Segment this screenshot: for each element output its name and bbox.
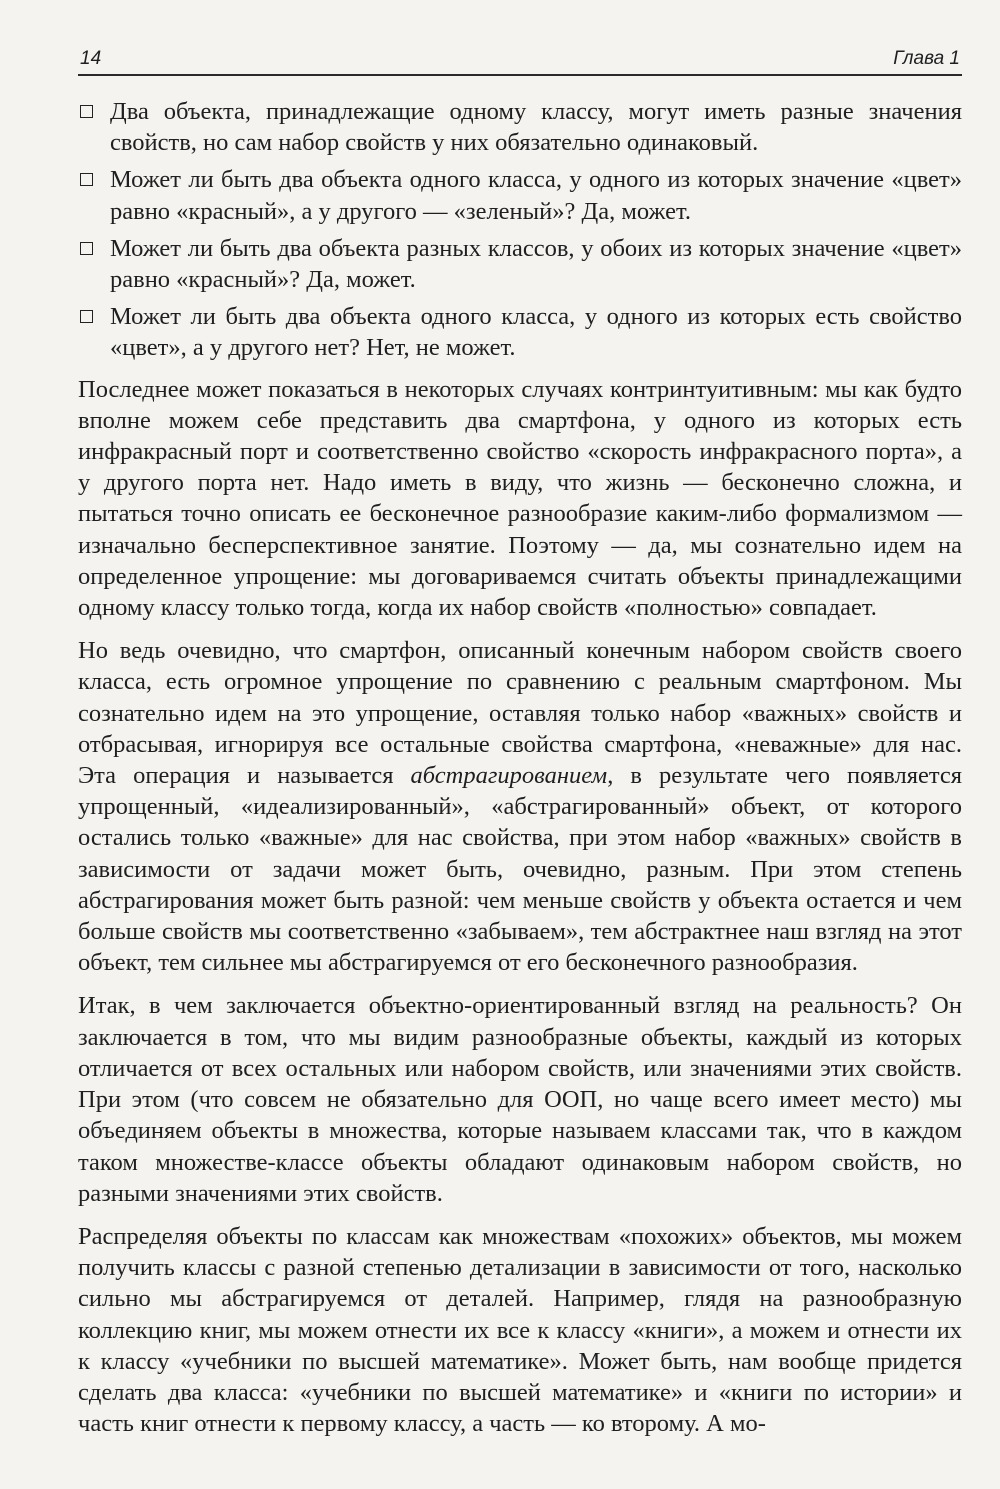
- list-item: [78, 233, 962, 295]
- list-item-text: Может ли быть два объекта разных классов, у обоих из которых значение «цвет» равно «красный»? Да, может.: [110, 234, 962, 294]
- chapter-label: Глава 1: [893, 48, 960, 69]
- list-item: [78, 164, 962, 226]
- list-item-text: Может ли быть два объекта одного класса, у одного из которых есть свойство «цвет», а у другого нет? Нет, не может.: [110, 303, 962, 362]
- paragraph-abstraction: [78, 635, 962, 978]
- running-header: [78, 46, 962, 76]
- paragraph-text: Но ведь очевидно, что смартфон, описанный конечным набором свойств своего класса, есть огромное упрощение по сравнению с реальным смартфоном. Мы сознательно идем на это упрощение, оставляя только набор «важных» свойств и отбрасывая, игнорируя все остальные свойства смартфона, «неважные» для нас. Эта операция и называется: [78, 637, 962, 790]
- checkbox-bullet-icon: [80, 310, 93, 323]
- paragraph-classification: Распределяя объекты по классам как множествам «похожих» объектов, мы можем получить классы с разной степенью детализации в зависимости от того, насколько сильно мы абстрагируемся от деталей. Например, глядя на разнообразную коллекцию книг, мы можем отнести их все к классу «книги», а можем и отнести их к классу «учебники по высшей математике». Может быть, нам вообще придется сделать два класса: «учебники по высшей математике» и «книги по истории» и часть книг отнести к первому классу, а часть — ко второму. А мо-: [78, 1222, 962, 1438]
- list-item-text: Может ли быть два объекта одного класса, у одного из которых значение «цвет» равно «красный», а у другого — «зеленый»? Да, может.: [110, 166, 962, 225]
- list-item: [78, 96, 962, 158]
- page-body: [78, 96, 962, 1451]
- checkbox-bullet-icon: [80, 173, 93, 186]
- emphasized-term: абстрагированием: [410, 762, 608, 790]
- bullet-list: [78, 96, 962, 364]
- checkbox-bullet-icon: [80, 105, 93, 118]
- list-item: [78, 301, 962, 363]
- paragraph-oop-view: Итак, в чем заключается объектно-ориентированный взгляд на реальность? Он заключается в том, что мы видим разнообразные объекты, каждый из которых отличается от всех остальных или набором свойств, или значениями этих свойств. При этом (что совсем не обязательно для ООП, но чаще всего имеет место) мы объединяем объекты в множества, которые называем классами так, что в каждом таком множестве-классе объекты обладают одинаковым набором свойств, но разными значениями этих свойств.: [78, 992, 962, 1207]
- paragraph-text: , в результате чего появляется упрощенный, «идеализированный», «абстрагированный» объект, от которого остались только «важные» для нас свойства, при этом набор «важных» свойств в зависимости от задачи может быть, очевидно, разным. При этом степень абстрагирования может быть разной: чем меньше свойств у объекта остается и чем больше свойств мы соответственно «забываем», тем абстрактнее наш взгляд на этот объект, тем сильнее мы абстрагируемся от его бесконечного разнообразия.: [78, 762, 962, 977]
- checkbox-bullet-icon: [80, 242, 93, 255]
- page-number: 14: [80, 48, 102, 69]
- list-item-text: Два объекта, принадлежащие одному классу, могут иметь разные значения свойств, но сам набор свойств у них обязательно одинаковый.: [110, 98, 962, 157]
- paragraph-intuition: Последнее может показаться в некоторых случаях контринтуитивным: мы как будто вполне можем себе представить два смартфона, у одного из которых есть инфракрасный порт и соответственно свойство «скорость инфракрасного порта», а у другого порта нет. Надо иметь в виду, что жизнь — бесконечно сложна, и пытаться точно описать ее бесконечное разнообразие каким-либо формализмом — изначально бесперспективное занятие. Поэтому — да, мы сознательно идем на определенное упрощение: мы договариваемся считать объекты принадлежащими одному классу только тогда, когда их набор свойств «полностью» совпадает.: [78, 375, 962, 622]
